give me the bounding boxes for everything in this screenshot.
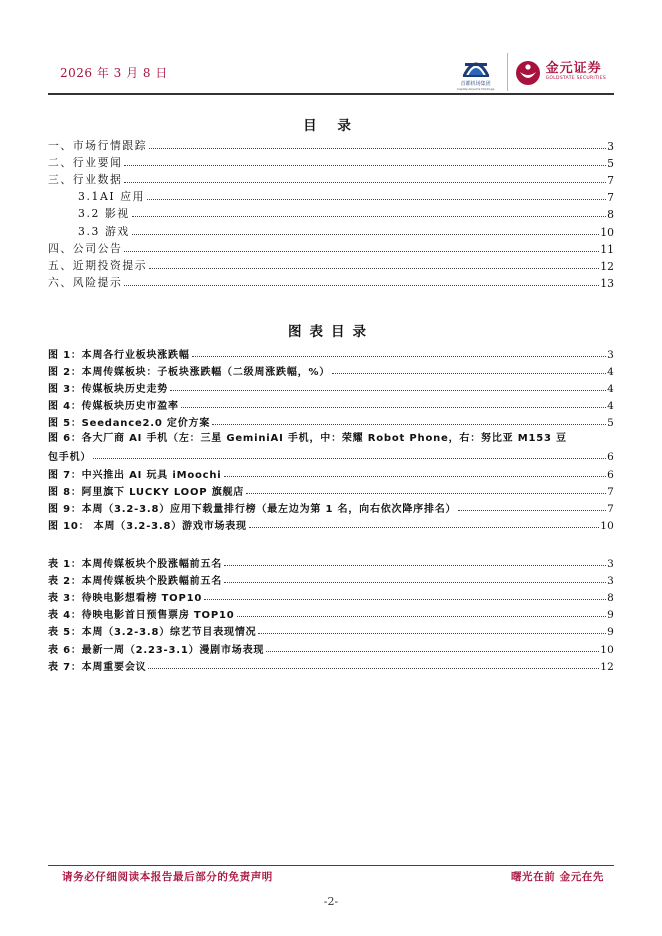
page-number: -2-	[323, 895, 339, 908]
figure-item[interactable]: 图 7：中兴推出 AI 玩具 iMoochi 6	[48, 468, 614, 481]
report-date: 2026 年 3 月 8 日	[60, 66, 168, 80]
toc-subitem[interactable]: 3.2 影视 8	[78, 207, 614, 222]
figure-item[interactable]: 图 3：传媒板块历史走势 4	[48, 383, 614, 396]
figure-list	[48, 344, 614, 532]
toc-item[interactable]: 五、近期投资提示 12	[48, 258, 614, 273]
figure-item[interactable]: 图 2：本周传媒板块：子板块涨跌幅（二级周涨跌幅，%） 4	[48, 366, 614, 379]
table-item[interactable]: 表 6：最新一周（2.23-3.1）漫剧市场表现 10	[48, 643, 614, 656]
figure-item[interactable]: 图 5：Seedance2.0 定价方案 5	[48, 417, 614, 430]
capital-airports-name: 首都机场集团	[460, 81, 491, 87]
goldstate-logo	[514, 50, 606, 94]
footer-slogan: 曙光在前 金元在先	[510, 871, 604, 883]
goldstate-name: 金元证券	[545, 61, 602, 76]
table-item[interactable]: 表 5：本周（3.2-3.8）综艺节目表现情况 9	[48, 626, 614, 639]
goldstate-english-name: GOLDSTATE SECURITIES	[545, 76, 606, 81]
table-item[interactable]: 表 3：待映电影想看榜 TOP10 8	[48, 592, 614, 605]
header-rule	[48, 93, 614, 95]
table-list	[48, 553, 614, 673]
table-item[interactable]: 表 4：待映电影首日预售票房 TOP10 9	[48, 609, 614, 622]
toc-title: 目 录	[303, 118, 359, 134]
figure-item[interactable]: 图 10： 本周（3.2-3.8）游戏市场表现 10	[48, 519, 614, 532]
toc-item[interactable]: 一、市场行情跟踪 3	[48, 139, 614, 154]
toc-item[interactable]: 六、风险提示 13	[48, 275, 614, 290]
toc-subitem[interactable]: 3.3 游戏 10	[78, 224, 614, 239]
capital-airports-subtitle: Capital Airports Holdings	[456, 87, 495, 91]
figure-item[interactable]: 图 1：本周各行业板块涨跌幅 3	[48, 349, 614, 362]
table-item[interactable]: 表 1：本周传媒板块个股涨幅前五名 3	[48, 558, 614, 571]
toc-item[interactable]: 四、公司公告 11	[48, 241, 614, 256]
logo-divider	[507, 53, 508, 91]
toc-list	[48, 136, 614, 290]
figure-item[interactable]: 图 4：传媒板块历史市盈率 4	[48, 400, 614, 413]
chart-toc-title: 图表目录	[288, 324, 374, 340]
goldstate-emblem-icon	[514, 57, 542, 87]
footer-disclaimer: 请务必仔细阅读本报告最后部分的免责声明	[62, 871, 273, 883]
header-logos	[451, 50, 606, 94]
toc-item[interactable]: 二、行业要闻 5	[48, 156, 614, 171]
figure-item[interactable]: 图 8：阿里旗下 LUCKY LOOP 旗舰店 7	[48, 485, 614, 498]
figure-item[interactable]: 图 9：本周（3.2-3.8）应用下载量排行榜（最左边为第 1 名，向右依次降序排名） 7	[48, 502, 614, 515]
table-item[interactable]: 表 2：本周传媒板块个股跌幅前五名 3	[48, 575, 614, 588]
footer-rule	[48, 865, 614, 866]
capital-airports-emblem-icon	[451, 50, 501, 80]
capital-airports-logo	[451, 50, 501, 94]
figure-item[interactable]: 图 6：各大厂商 AI 手机（左：三星 GeminiAI 手机，中：荣耀 Robot Phone，右：努比亚 M153 豆 包手机） 6	[48, 433, 614, 464]
table-item[interactable]: 表 7：本周重要会议 12	[48, 660, 614, 673]
toc-subitem[interactable]: 3.1AI 应用 7	[78, 190, 614, 205]
toc-item[interactable]: 三、行业数据 7	[48, 173, 614, 188]
